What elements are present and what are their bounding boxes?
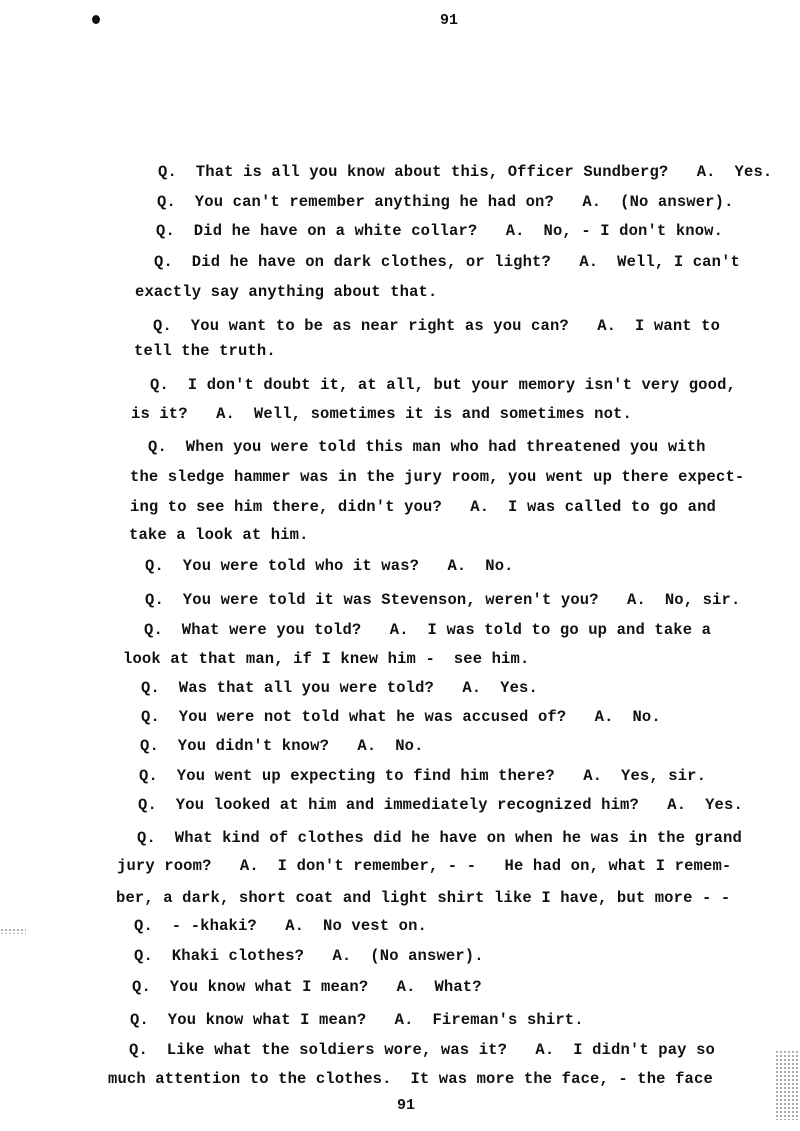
- transcript-line: Q. That is all you know about this, Officer Sundberg? A. Yes.: [158, 163, 773, 181]
- page-number-bottom: 91: [397, 1097, 416, 1114]
- transcript-line: Q. You can't remember anything he had on? A. (No answer).: [157, 193, 734, 211]
- transcript-line: Q. What kind of clothes did he have on when he was in the grand: [137, 829, 742, 847]
- transcript-line: Q. You were not told what he was accused of? A. No.: [141, 708, 661, 726]
- scan-noise: [0, 928, 26, 934]
- transcript-line: Q. Khaki clothes? A. (No answer).: [134, 947, 484, 965]
- transcript-line: Q. When you were told this man who had threatened you with: [148, 438, 706, 456]
- transcript-line: look at that man, if I knew him - see him.: [123, 650, 530, 668]
- transcript-line: exactly say anything about that.: [135, 283, 438, 301]
- transcript-line: Q. You know what I mean? A. Fireman's shirt.: [130, 1011, 584, 1029]
- transcript-line: Q. You know what I mean? A. What?: [132, 978, 482, 996]
- transcript-line: Q. You were told it was Stevenson, weren't you? A. No, sir.: [145, 591, 741, 609]
- transcript-line: Q. Was that all you were told? A. Yes.: [141, 679, 538, 697]
- transcript-line: Q. What were you told? A. I was told to go up and take a: [144, 621, 712, 639]
- transcript-line: Q. I don't doubt it, at all, but your memory isn't very good,: [150, 376, 736, 394]
- ink-blot: [92, 15, 100, 24]
- transcript-line: is it? A. Well, sometimes it is and sometimes not.: [131, 405, 632, 423]
- transcript-line: much attention to the clothes. It was more the face, - the face: [108, 1070, 713, 1088]
- scan-noise: [775, 1050, 800, 1120]
- transcript-line: Q. You want to be as near right as you can? A. I want to: [153, 317, 721, 335]
- transcript-line: Q. Like what the soldiers wore, was it? A. I didn't pay so: [129, 1041, 715, 1059]
- transcript-line: Q. You went up expecting to find him there? A. Yes, sir.: [139, 767, 707, 785]
- transcript-line: the sledge hammer was in the jury room, you went up there expect-: [130, 468, 745, 486]
- transcript-line: Q. You were told who it was? A. No.: [145, 557, 514, 575]
- transcript-line: Q. Did he have on a white collar? A. No, - I don't know.: [156, 222, 724, 240]
- transcript-line: jury room? A. I don't remember, - - He had on, what I remem-: [117, 857, 732, 875]
- transcript-line: Q. - -khaki? A. No vest on.: [134, 917, 427, 935]
- transcript-line: tell the truth.: [134, 342, 276, 360]
- transcript-line: ber, a dark, short coat and light shirt like I have, but more - -: [116, 889, 731, 907]
- transcript-line: ing to see him there, didn't you? A. I was called to go and: [130, 498, 716, 516]
- page-number-top: 91: [440, 12, 459, 29]
- transcript-line: Q. You didn't know? A. No.: [140, 737, 424, 755]
- transcript-line: Q. You looked at him and immediately recognized him? A. Yes.: [138, 796, 743, 814]
- transcript-line: Q. Did he have on dark clothes, or light? A. Well, I can't: [154, 253, 740, 271]
- transcript-line: take a look at him.: [129, 526, 309, 544]
